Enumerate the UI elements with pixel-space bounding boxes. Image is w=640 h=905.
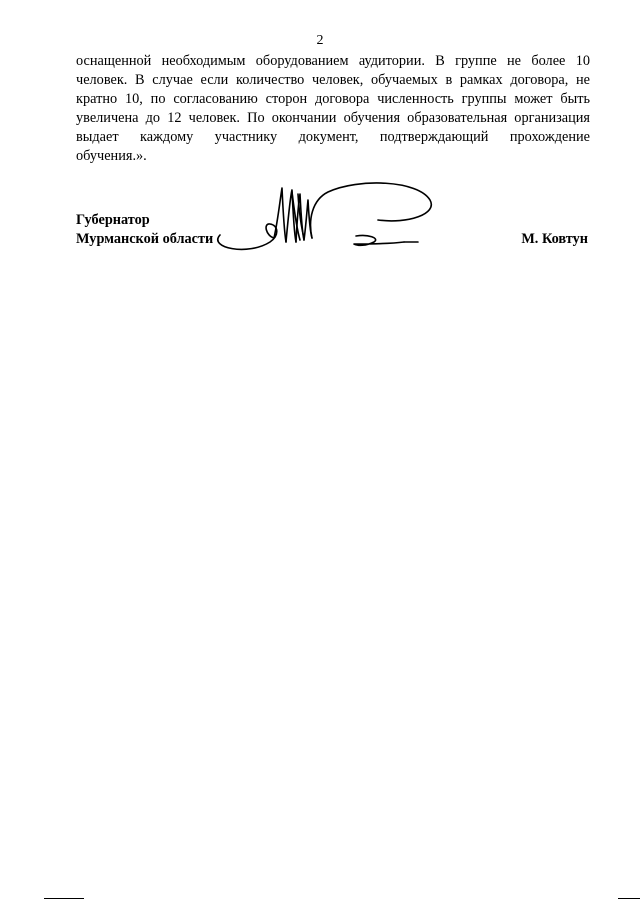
body-line: увеличена до 12 человек. По окончании обучения образовательная организация (76, 110, 590, 126)
footer-rule-left (44, 898, 84, 899)
signatory-title: Губернатор (76, 212, 150, 228)
body-line: кратно 10, по согласованию сторон договора численность группы может быть (76, 91, 590, 107)
signatory-name: М. Ковтун (521, 231, 588, 247)
footer-rule-right (618, 898, 640, 899)
signatory-region: Мурманской области (76, 231, 214, 247)
body-paragraph (76, 52, 590, 166)
handwritten-signature (208, 180, 448, 260)
body-line: оснащенной необходимым оборудованием аудитории. В группе не более 10 (76, 53, 590, 69)
body-line: обучения.». (76, 148, 147, 164)
body-line: выдает каждому участнику документ, подтверждающий прохождение (76, 129, 590, 145)
page-number: 2 (316, 33, 324, 48)
body-line: человек. В случае если количество человек, обучаемых в рамках договора, не (76, 72, 590, 88)
